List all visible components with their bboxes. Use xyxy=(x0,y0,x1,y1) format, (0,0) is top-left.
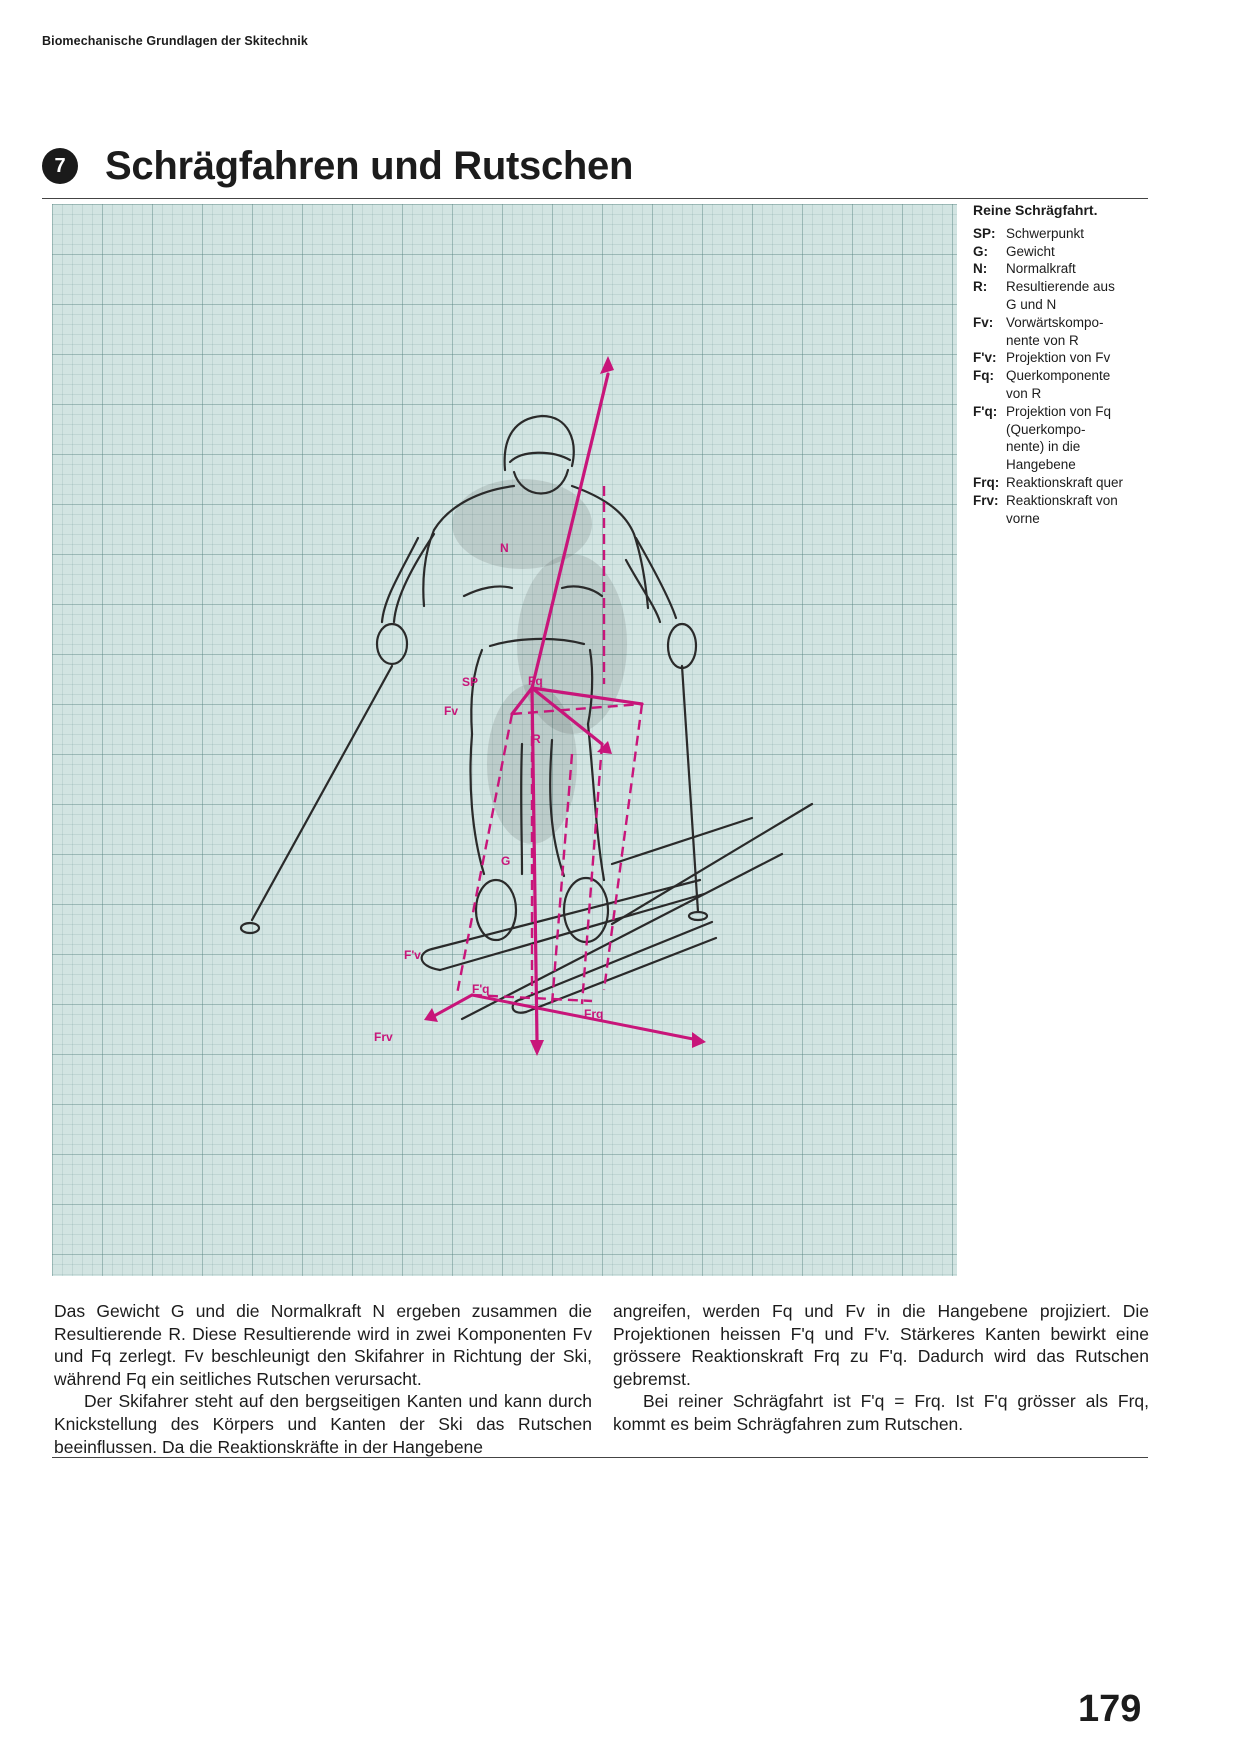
chapter-number-badge: 7 xyxy=(42,148,78,184)
legend-symbol xyxy=(973,438,1006,456)
chapter-title: Schrägfahren und Rutschen xyxy=(105,143,634,188)
legend-symbol xyxy=(973,385,1006,403)
legend-item xyxy=(973,385,1148,403)
legend-item xyxy=(973,243,1148,261)
legend-text: (Querkompo- xyxy=(1006,421,1086,437)
legend-symbol xyxy=(973,456,1006,474)
legend-text: G und N xyxy=(1006,296,1057,312)
legend-text: Querkomponente xyxy=(1006,368,1111,384)
legend-symbol xyxy=(973,510,1006,528)
legend-item xyxy=(973,492,1148,510)
legend-text: Schwerpunkt xyxy=(1006,225,1085,241)
legend-item xyxy=(973,260,1148,278)
label-fv: Fv xyxy=(444,704,459,718)
legend-item xyxy=(973,456,1148,474)
legend-text: nente) in die xyxy=(1006,439,1081,455)
legend-text: Projektion von Fv xyxy=(1006,350,1111,366)
legend-item xyxy=(973,314,1148,332)
legend-text: Resultierende aus xyxy=(1006,279,1115,295)
legend-item xyxy=(973,438,1148,456)
label-fq: Fq xyxy=(528,674,543,688)
legend-item xyxy=(973,367,1148,385)
legend-symbol: F'q: xyxy=(973,403,998,419)
legend-symbol: Frv: xyxy=(973,492,999,508)
legend-symbol: F'v: xyxy=(973,350,997,366)
figure-legend xyxy=(973,202,1148,527)
legend-item xyxy=(973,296,1148,314)
legend-text: von R xyxy=(1006,385,1042,401)
legend-symbol: G: xyxy=(973,243,988,259)
label-r: R xyxy=(532,732,541,746)
body-paragraph: Der Skifahrer steht auf den bergseitigen Kanten und kann durch Knickstellung des Körpers und Kanten der Ski das Rutschen beeinflussen. Da die Reaktionskräfte in der Hangebene xyxy=(54,1391,592,1457)
label-g: G xyxy=(501,854,511,868)
label-frq: Frq xyxy=(584,1007,604,1021)
label-sp: SP xyxy=(462,675,479,689)
legend-symbol: SP: xyxy=(973,225,996,241)
legend-item xyxy=(973,332,1148,350)
legend-symbol xyxy=(973,421,1006,439)
page-number: 179 xyxy=(1078,1688,1142,1730)
legend-item xyxy=(973,403,1148,421)
header-rule xyxy=(42,198,1148,199)
legend-text: Reaktionskraft von xyxy=(1006,492,1118,508)
legend-item xyxy=(973,278,1148,296)
label-frv: Frv xyxy=(374,1030,393,1044)
legend-text: Normalkraft xyxy=(1006,261,1076,277)
legend-rows xyxy=(973,225,1148,528)
legend-text: Gewicht xyxy=(1006,243,1055,259)
body-text-right xyxy=(613,1300,1149,1436)
legend-text: Projektion von Fq xyxy=(1006,403,1112,419)
body-paragraph: Bei reiner Schrägfahrt ist F'q = Frq. Ist F'q grösser als Frq, kommt es beim Schrägfahren zum Rutschen. xyxy=(613,1391,1149,1434)
legend-symbol: Fq: xyxy=(973,368,994,384)
legend-text: Hangebene xyxy=(1006,457,1076,473)
label-n: N xyxy=(500,541,509,555)
legend-symbol xyxy=(973,296,1006,314)
legend-item xyxy=(973,421,1148,439)
skier-sketch xyxy=(52,204,957,1276)
running-head: Biomechanische Grundlagen der Skitechnik xyxy=(42,34,308,48)
legend-symbol: Frq: xyxy=(973,474,1000,490)
label-fpq: F'q xyxy=(472,982,490,996)
body-paragraph: angreifen, werden Fq und Fv in die Hangebene projiziert. Die Projektionen heissen F'q und F'v. Stärkeres Kanten bewirkt eine grössere Reaktionskraft Frq zu F'q. Dadurch wird das Rutschen gebremst. xyxy=(613,1301,1149,1389)
legend-symbol: N: xyxy=(973,261,988,277)
legend-text: nente von R xyxy=(1006,332,1079,348)
ski-force-diagram xyxy=(52,204,957,1276)
label-fpv: F'v xyxy=(404,948,421,962)
legend-title: Reine Schrägfahrt. xyxy=(973,202,1098,218)
legend-item xyxy=(973,510,1148,528)
legend-item xyxy=(973,474,1148,492)
legend-text: Vorwärtskompo- xyxy=(1006,314,1104,330)
chapter-heading xyxy=(42,140,633,192)
legend-item xyxy=(973,225,1148,243)
legend-symbol: R: xyxy=(973,279,988,295)
body-paragraph: Das Gewicht G und die Normalkraft N ergeben zusammen die Resultierende R. Diese Resultierende wird in zwei Komponenten Fv und Fq zerlegt. Fv beschleunigt den Skifahrer in Richtung der Ski, während Fq ein seitliches Rutschen verursacht. xyxy=(54,1301,592,1389)
legend-symbol: Fv: xyxy=(973,314,994,330)
legend-item xyxy=(973,349,1148,367)
footer-rule xyxy=(52,1457,1148,1458)
body-text-left xyxy=(54,1300,592,1458)
legend-text: Reaktionskraft quer xyxy=(1006,474,1124,490)
legend-text: vorne xyxy=(1006,510,1040,526)
legend-symbol xyxy=(973,332,1006,350)
